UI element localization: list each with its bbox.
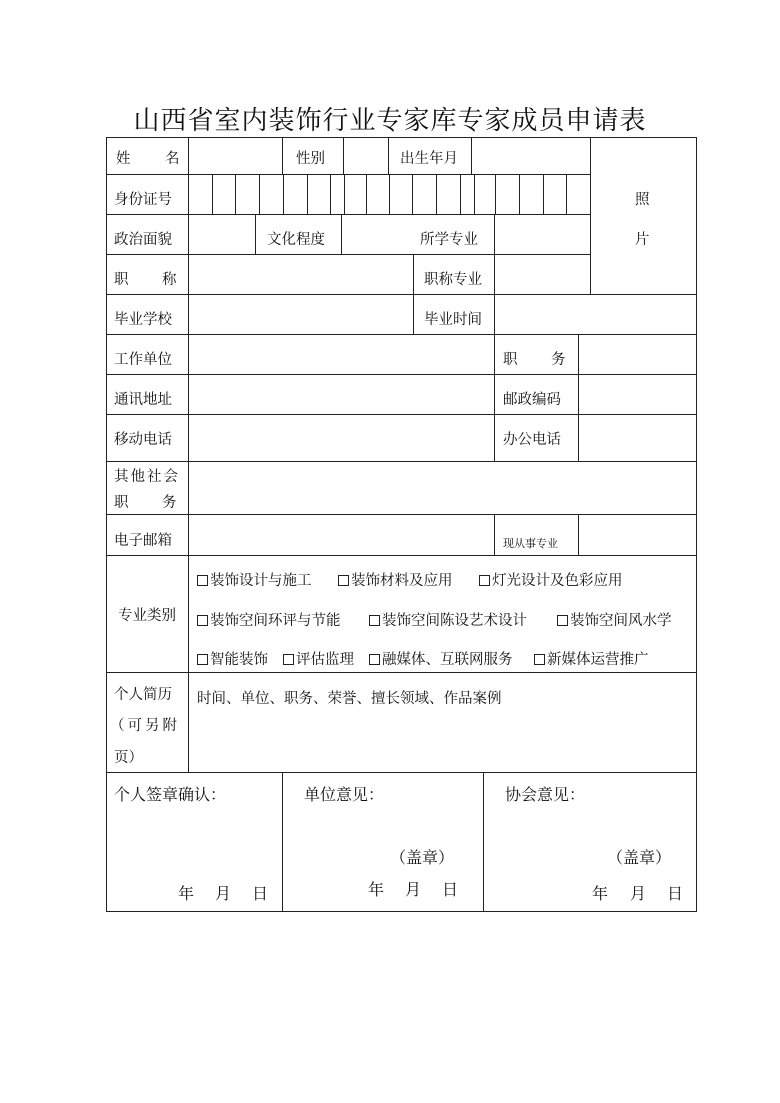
- category-option[interactable]: 融媒体、互联网服务: [369, 653, 513, 668]
- category-option[interactable]: 新媒体运营推广: [534, 653, 649, 668]
- resume-label: 个人简历: [114, 687, 172, 703]
- personal-signature-label: 个人签章确认：: [114, 785, 227, 804]
- unit-seal: （盖章）: [390, 848, 455, 867]
- address-label: 通讯地址: [114, 392, 172, 408]
- title-label: 职: [114, 272, 129, 288]
- resume-hint: 时间、单位、职务、荣誉、擅长领域、作品案例: [197, 691, 502, 707]
- unit-opinion-label: 单位意见：: [304, 785, 385, 804]
- checkbox-icon[interactable]: [197, 654, 208, 665]
- workplace-label: 工作单位: [114, 352, 172, 368]
- other-post-label: 其他社会: [114, 469, 180, 485]
- major-label: 所学专业: [420, 232, 478, 248]
- current-major-label: 现从事专业: [503, 537, 558, 550]
- postcode-label: 邮政编码: [503, 392, 561, 408]
- date-month: 月: [630, 884, 647, 903]
- id-number-label: 身份证号: [114, 192, 172, 208]
- date-year: 年: [368, 880, 385, 899]
- checkbox-icon[interactable]: [369, 615, 380, 626]
- date-year: 年: [592, 884, 609, 903]
- checkbox-icon[interactable]: [534, 654, 545, 665]
- category-option[interactable]: 智能装饰: [197, 653, 268, 668]
- other-post-label-c: 务: [162, 495, 177, 511]
- photo-label: 照: [635, 192, 650, 208]
- post-label-b: 务: [551, 352, 566, 368]
- checkbox-icon[interactable]: [197, 615, 208, 626]
- office-phone-label: 办公电话: [503, 432, 561, 448]
- date-day: 日: [252, 884, 269, 903]
- title-major-label: 职称专业: [424, 272, 482, 288]
- category-option[interactable]: 装饰空间风水学: [557, 614, 672, 629]
- date-month: 月: [215, 884, 232, 903]
- checkbox-icon[interactable]: [197, 575, 208, 586]
- political-label: 政治面貌: [114, 232, 172, 248]
- title-label-b: 称: [162, 272, 177, 288]
- post-label: 职: [503, 352, 518, 368]
- photo-label-b: 片: [635, 232, 650, 248]
- category-label: 专业类别: [118, 608, 176, 624]
- school-label: 毕业学校: [114, 312, 172, 328]
- resume-label-b: （可另附: [110, 718, 180, 734]
- date-month: 月: [405, 880, 422, 899]
- gender-label: 性别: [296, 151, 325, 167]
- birth-label: 出生年月: [400, 151, 458, 167]
- association-opinion-label: 协会意见：: [505, 785, 586, 804]
- page-title: 山西省室内装饰行业专家库专家成员申请表: [133, 106, 647, 136]
- checkbox-icon[interactable]: [479, 575, 490, 586]
- email-label: 电子邮箱: [114, 533, 172, 549]
- category-option[interactable]: 评估监理: [283, 653, 354, 668]
- education-label: 文化程度: [267, 232, 325, 248]
- checkbox-icon[interactable]: [338, 575, 349, 586]
- name-label-b: 名: [165, 151, 180, 167]
- checkbox-icon[interactable]: [557, 615, 568, 626]
- category-option[interactable]: 装饰空间环评与节能: [197, 614, 341, 629]
- category-option[interactable]: 装饰空间陈设艺术设计: [369, 614, 527, 629]
- name-label: 姓: [116, 151, 131, 167]
- date-year: 年: [178, 884, 195, 903]
- association-seal: （盖章）: [607, 848, 672, 867]
- date-day: 日: [442, 880, 459, 899]
- category-option[interactable]: 灯光设计及色彩应用: [479, 574, 623, 589]
- mobile-label: 移动电话: [114, 432, 172, 448]
- grad-time-label: 毕业时间: [424, 312, 482, 328]
- other-post-label-b: 职: [114, 495, 129, 511]
- resume-label-c: 页）: [114, 750, 143, 766]
- date-day: 日: [667, 884, 684, 903]
- category-option[interactable]: 装饰设计与施工: [197, 574, 312, 589]
- checkbox-icon[interactable]: [283, 654, 294, 665]
- checkbox-icon[interactable]: [369, 654, 380, 665]
- category-option[interactable]: 装饰材料及应用: [338, 574, 453, 589]
